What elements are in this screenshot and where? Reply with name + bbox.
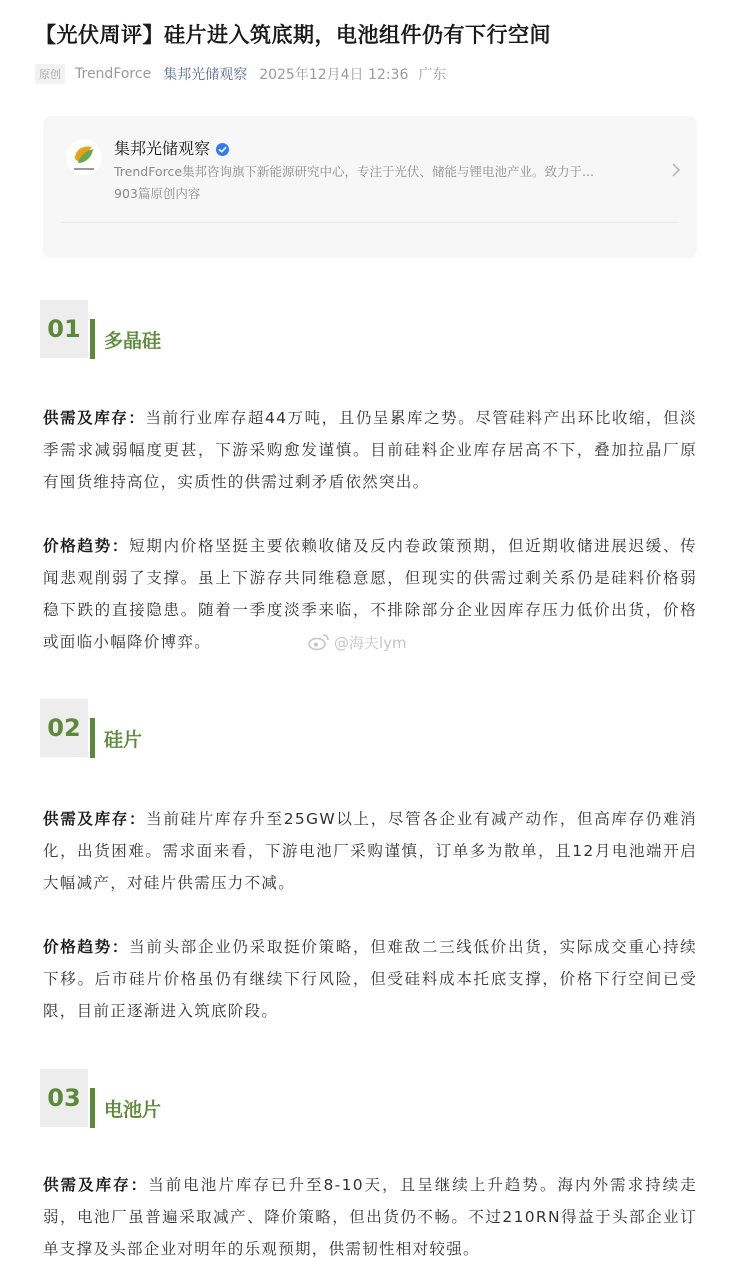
paragraph-label: 供需及库存：	[43, 810, 147, 828]
account-name-text: 集邦光储观察	[114, 139, 211, 158]
paragraph-text: 当前电池片库存已升至8-10天，且呈继续上升趋势。海内外需求持续走弱，电池厂虽普遍采取减产、降价策略，但出货仍不畅。不过210RN得益于头部企业订单支撑及头部企业对明年的乐观预期，供需韧性相对较强。	[43, 1176, 697, 1258]
section-title: 硅片	[104, 729, 143, 751]
section-title: 多晶硅	[104, 330, 162, 352]
section-header	[40, 1069, 340, 1129]
paragraph	[43, 803, 697, 899]
verified-icon	[216, 141, 229, 154]
paragraph	[43, 402, 697, 498]
watermark-text: @海夫lym	[334, 633, 407, 652]
section-accent-bar	[90, 1088, 95, 1128]
account-logo-icon	[66, 139, 102, 175]
account-profile-card[interactable]	[43, 116, 697, 258]
article-title: 【光伏周评】硅片进入筑底期，电池组件仍有下行空间	[35, 23, 551, 47]
chevron-right-icon[interactable]	[671, 162, 681, 178]
publish-location: 广东	[418, 67, 447, 83]
section-accent-bar	[90, 718, 95, 758]
section-number: 01	[40, 300, 88, 358]
paragraph-text: 当前头部企业仍采取挺价策略，但难敌二三线低价出货，实际成交重心持续下移。后市硅片价格虽仍有继续下行风险，但受硅料成本托底支撑，价格下行空间已受限，目前正逐渐进入筑底阶段。	[43, 938, 697, 1020]
publish-date: 2025年12月4日 12:36	[259, 67, 409, 83]
article-count: 903篇原创内容	[114, 186, 201, 201]
section-number: 03	[40, 1069, 88, 1127]
author-name: TrendForce	[75, 66, 152, 82]
article-meta	[35, 64, 446, 84]
paragraph-text: 当前硅片库存升至25GW以上，尽管各企业有减产动作，但高库存仍难消化，出货困难。需求面来看，下游电池厂采购谨慎，订单多为散单，且12月电池端开启大幅减产，对硅片供需压力不减。	[43, 810, 697, 892]
account-name	[114, 136, 229, 159]
paragraph	[43, 931, 697, 1027]
section-header	[40, 300, 340, 360]
account-link[interactable]: 集邦光储观察	[163, 67, 248, 83]
watermark	[308, 631, 407, 653]
section-accent-bar	[90, 319, 95, 359]
section-number: 02	[40, 699, 88, 757]
weibo-icon	[308, 633, 330, 651]
account-description: TrendForce集邦咨询旗下新能源研究中心，专注于光伏、储能与锂电池产业。致力于...	[114, 164, 594, 179]
card-divider	[61, 222, 679, 223]
paragraph-label: 供需及库存：	[43, 409, 146, 427]
paragraph-label: 价格趋势：	[43, 537, 130, 555]
paragraph	[43, 1169, 697, 1265]
section-title: 电池片	[104, 1099, 162, 1121]
original-badge: 原创	[35, 64, 65, 84]
paragraph-label: 供需及库存：	[43, 1176, 149, 1194]
paragraph-label: 价格趋势：	[43, 938, 130, 956]
paragraph-text: 短期内价格坚挺主要依赖收储及反内卷政策预期，但近期收储进展迟缓、传闻悲观削弱了支撑。虽上下游存共同维稳意愿，但现实的供需过剩关系仍是硅料价格弱稳下跌的直接隐患。随着一季度淡季来临，不排除部分企业因库存压力低价出货，价格或面临小幅降价博弈。	[43, 537, 697, 651]
section-header	[40, 699, 340, 759]
paragraph-text: 当前行业库存超44万吨，且仍呈累库之势。尽管硅料产出环比收缩，但淡季需求减弱幅度更甚，下游采购愈发谨慎。目前硅料企业库存居高不下，叠加拉晶厂原有囤货维持高位，实质性的供需过剩矛盾依然突出。	[43, 409, 697, 491]
